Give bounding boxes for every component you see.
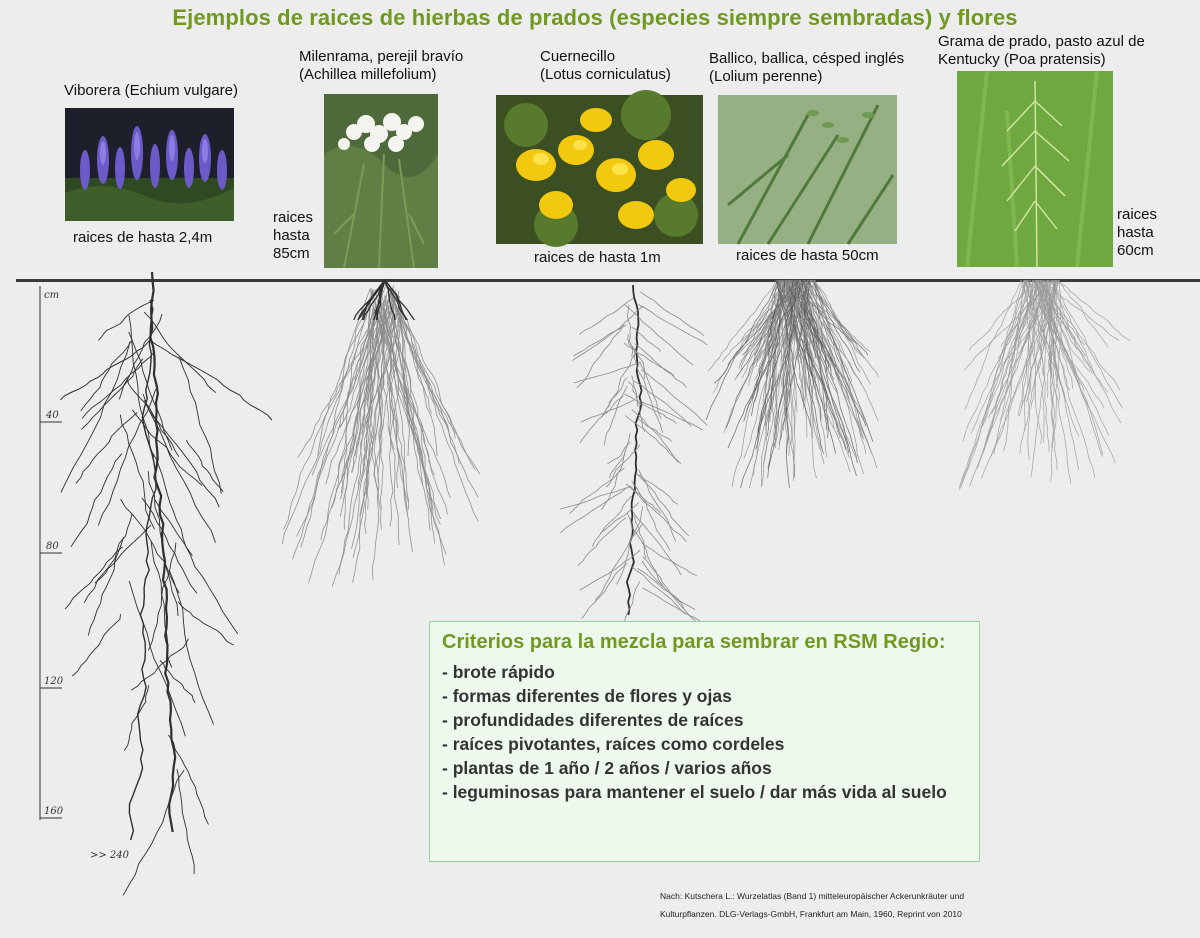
root-strand: [124, 685, 149, 750]
criteria-list: [442, 660, 967, 804]
root-system-milenrama: [282, 280, 480, 587]
citation-line: Nach: Kutschera L.: Wurzelatlas (Band 1) mitteleuropäischer Ackerunkräuter und: [660, 891, 965, 901]
citation-line: Kulturpflanzen. DLG-Verlags-GmbH, Frankfurt am Main, 1960, Reprint von 2010: [660, 909, 962, 919]
root-strand: [609, 378, 627, 408]
root-strand: [169, 571, 213, 725]
root-strand: [65, 547, 122, 609]
depth-tick-label: 40: [46, 410, 59, 421]
root-note-ballico: raices de hasta 50cm: [736, 247, 879, 264]
root-strand: [628, 305, 633, 357]
root-system-ballico: [706, 280, 879, 489]
root-strand: [98, 300, 154, 340]
root-strand: [639, 401, 702, 430]
root-note-line: hasta: [1117, 224, 1154, 241]
root-strand: [637, 569, 695, 610]
plant-latin-name: (Lotus corniculatus): [540, 66, 671, 83]
criteria-item: - raíces pivotantes, raíces como cordeles: [442, 734, 785, 754]
root-strand: [1055, 280, 1130, 341]
root-note-line: 60cm: [1117, 242, 1154, 259]
root-strand: [626, 484, 686, 542]
root-strand: [627, 285, 642, 615]
plant-latin-name: (Lolium perenne): [709, 68, 823, 85]
root-strand: [577, 325, 624, 388]
root-strand: [632, 482, 670, 551]
root-strand: [581, 400, 635, 423]
root-strand: [150, 340, 272, 420]
citation: [660, 887, 1000, 923]
root-note-line: 85cm: [273, 245, 310, 262]
root-strand: [81, 359, 142, 430]
plant-name: Ballico, ballica, césped inglés: [709, 50, 905, 67]
plant-name: Grama de prado, pasto azul de: [938, 33, 1145, 50]
root-note-line: raices: [273, 209, 314, 226]
root-strand: [569, 468, 624, 514]
root-system-grama: [959, 280, 1130, 490]
root-strand: [635, 344, 687, 388]
root-system-cuernecillo: [560, 285, 708, 655]
root-strand: [592, 496, 631, 547]
root-strand: [574, 325, 627, 356]
root-strand: [959, 280, 1023, 488]
plant-latin-name: Kentucky (Poa pratensis): [938, 51, 1106, 68]
root-strand: [187, 440, 224, 492]
root-note-line: raices: [1117, 206, 1158, 223]
depth-tick-label: 160: [44, 806, 64, 817]
root-strand: [178, 602, 233, 645]
root-note-viborera: raices de hasta 2,4m: [73, 229, 213, 246]
plant-name: Viborera (Echium vulgare): [64, 82, 238, 99]
page-title: Ejemplos de raices de hierbas de prados (especies siempre sembradas) y flores: [172, 5, 1018, 30]
root-strand: [179, 357, 221, 493]
root-strand: [95, 525, 151, 583]
root-strand: [579, 298, 634, 335]
root-strand: [638, 305, 707, 345]
root-strand: [632, 409, 681, 463]
root-strand: [177, 769, 194, 874]
root-strand: [640, 362, 662, 419]
criteria-item: - plantas de 1 año / 2 años / varios años: [442, 758, 772, 778]
root-strand: [632, 347, 645, 379]
root-strand: [607, 442, 630, 464]
root-strand: [625, 416, 678, 463]
root-strand: [628, 334, 635, 358]
root-strand: [71, 454, 122, 547]
depth-tick-label: 120: [44, 676, 64, 687]
root-strand: [640, 292, 704, 336]
root-strand: [72, 614, 120, 676]
root-strand: [643, 588, 700, 621]
plant-latin-name: (Achillea millefolium): [299, 66, 437, 83]
root-note-cuernecillo: raices de hasta 1m: [534, 249, 661, 266]
criteria-item: - formas diferentes de flores y ojas: [442, 686, 732, 706]
depth-beyond-label: >> 240: [90, 850, 130, 861]
criteria-box: [429, 621, 980, 862]
root-system-viborera: [60, 272, 272, 895]
root-strand: [84, 514, 132, 603]
criteria-item: - leguminosas para mantener el suelo / dar más vida al suelo: [442, 782, 947, 802]
root-strand: [400, 313, 435, 544]
root-strand: [1053, 280, 1123, 409]
root-note-line: hasta: [273, 227, 310, 244]
root-strand: [631, 566, 686, 615]
plant-name: Milenrama, perejil bravío: [299, 48, 464, 65]
root-strand: [560, 487, 630, 509]
root-strand: [642, 543, 697, 576]
root-strand: [629, 486, 660, 514]
root-strand: [582, 563, 628, 619]
root-strand: [574, 363, 640, 383]
root-strand: [61, 342, 130, 493]
criteria-item: - profundidades diferentes de raíces: [442, 710, 744, 730]
root-strand: [815, 280, 879, 377]
root-strand: [578, 518, 627, 566]
criteria-title: Criterios para la mezcla para sembrar en RSM Regio:: [442, 631, 946, 653]
criteria-item: - brote rápido: [442, 662, 555, 682]
root-strand: [390, 288, 430, 531]
root-strand: [634, 356, 663, 433]
root-strand: [282, 298, 370, 544]
root-strand: [390, 289, 478, 521]
root-strand: [641, 370, 707, 426]
root-strand: [321, 314, 386, 540]
depth-unit-label: cm: [44, 290, 60, 301]
plant-name: Cuernecillo: [540, 48, 616, 65]
root-strand: [129, 300, 156, 840]
depth-tick-label: 80: [46, 541, 59, 552]
root-strand: [389, 289, 478, 497]
